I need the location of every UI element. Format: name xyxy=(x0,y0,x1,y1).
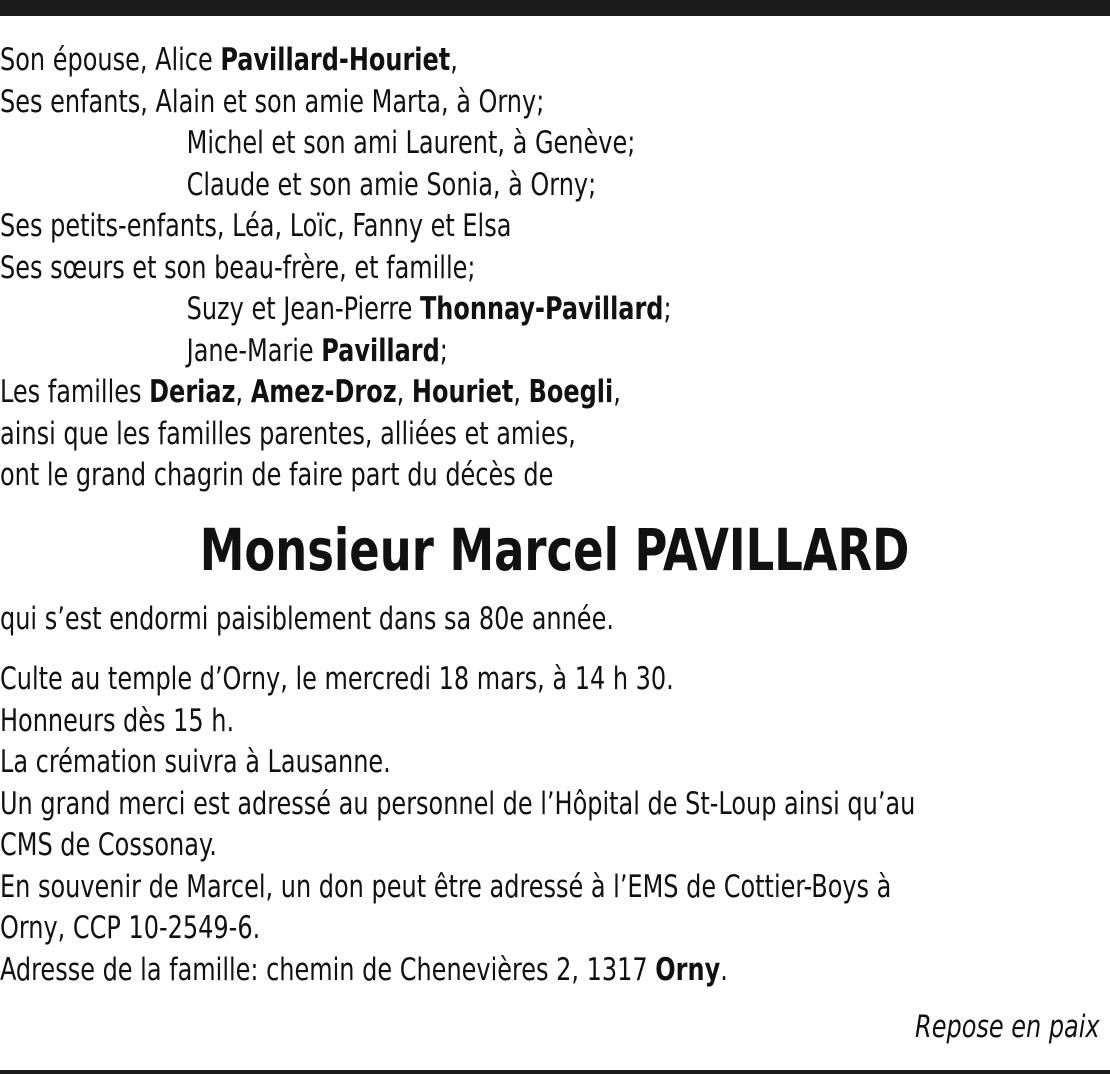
family-name: Thonnay-Pavillard xyxy=(419,291,664,327)
text: , xyxy=(450,42,458,78)
donation-line: Orny, CCP 10-2549-6. xyxy=(0,910,261,946)
text: ; xyxy=(663,291,672,327)
text: ; xyxy=(439,332,448,369)
child-line: Claude et son amie Sonia, à Orny; xyxy=(186,166,597,203)
service-line: Culte au temple d’Orny, le mercredi 18 mars, à 14 h 30. xyxy=(0,661,674,697)
family-name: Pavillard xyxy=(321,332,440,369)
thanks-line: Un grand merci est adressé au personnel de l’Hôpital de St-Loup ainsi qu’au xyxy=(0,785,916,822)
top-rule xyxy=(0,0,1110,16)
text: Adresse de la famille: chemin de Chenevières 2, 1317 xyxy=(0,951,656,988)
family-list xyxy=(0,40,953,497)
address-line xyxy=(0,950,1109,992)
sibling-line xyxy=(0,331,953,373)
closing-phrase xyxy=(885,1007,1100,1049)
deceased-name xyxy=(0,510,1110,590)
bottom-rule xyxy=(0,1070,1110,1074)
children-line: Ses enfants, Alain et son amie Marta, à Orny; xyxy=(0,83,545,120)
text: , xyxy=(613,374,621,410)
deceased-name-text: Monsieur Marcel PAVILLARD xyxy=(200,516,910,584)
spouse-line xyxy=(0,40,953,82)
family-name: Deriaz xyxy=(149,374,236,410)
subtitle-line: qui s’est endormi paisiblement dans sa 80e année. xyxy=(0,601,614,637)
text: , xyxy=(513,374,529,410)
spouse-name: Pavillard-Houriet xyxy=(220,42,451,78)
text: Jane-Marie xyxy=(186,332,322,369)
subtitle xyxy=(0,599,1109,641)
families-line xyxy=(0,372,953,414)
text: Son épouse, Alice xyxy=(0,42,221,78)
text: Suzy et Jean-Pierre xyxy=(186,291,420,327)
relatives-line: ainsi que les familles parentes, alliées et amies, xyxy=(0,415,576,452)
cremation-line: La crémation suivra à Lausanne. xyxy=(0,744,391,780)
sibling-line xyxy=(0,289,953,331)
details xyxy=(0,659,1109,991)
thanks-line: CMS de Cossonay. xyxy=(0,827,217,863)
child-line: Michel et son ami Laurent, à Genève; xyxy=(186,125,636,161)
announcement-line: ont le grand chagrin de faire part du décès de xyxy=(0,457,554,493)
town-name: Orny xyxy=(655,951,721,988)
closing-text: Repose en paix xyxy=(915,1009,1100,1045)
siblings-line: Ses sœurs et son beau-frère, et famille; xyxy=(0,249,476,286)
family-name: Houriet xyxy=(411,374,514,410)
text: , xyxy=(396,374,412,410)
honours-line: Honneurs dès 15 h. xyxy=(0,702,235,739)
donation-line: En souvenir de Marcel, un don peut être adressé à l’EMS de Cottier-Boys à xyxy=(0,868,892,905)
text: , xyxy=(235,374,251,410)
text: Les familles xyxy=(0,374,150,410)
grandchildren-line: Ses petits-enfants, Léa, Loïc, Fanny et Elsa xyxy=(0,208,512,244)
family-name: Boegli xyxy=(528,374,614,410)
family-name: Amez-Droz xyxy=(250,374,397,410)
text: . xyxy=(720,951,728,988)
